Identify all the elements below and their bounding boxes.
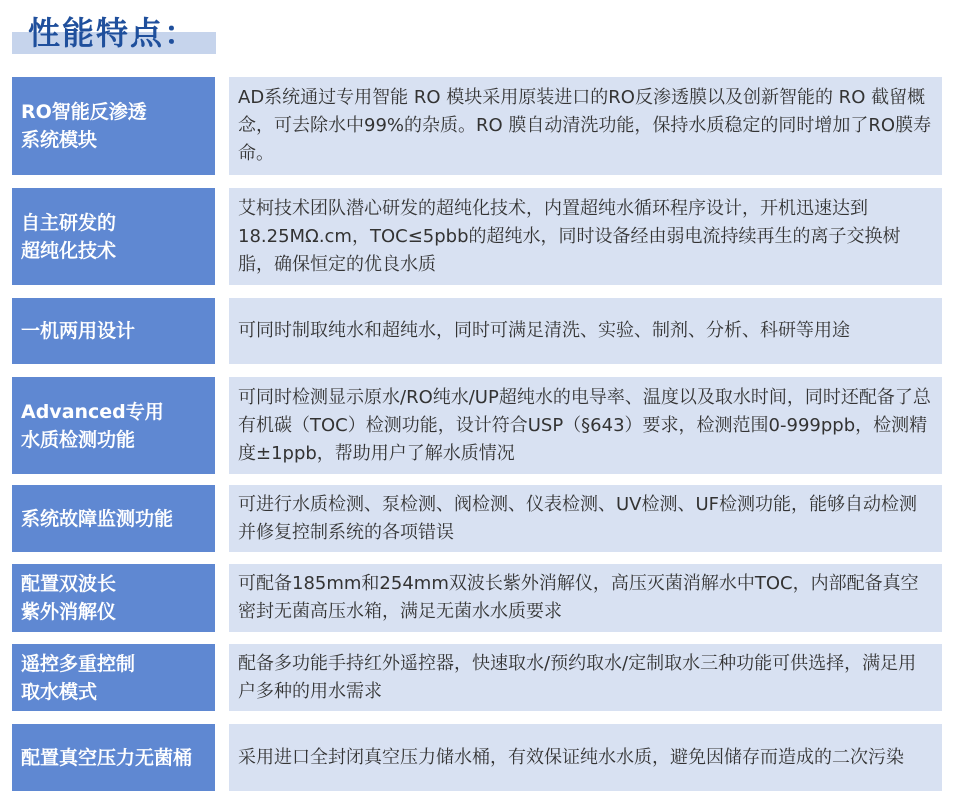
feature-row-fault-monitoring [12, 485, 942, 552]
feature-description: 可进行水质检测、泵检测、阀检测、仪表检测、UV检测、UF检测功能，能够自动检测并修复控制系统的各项错误 [229, 485, 942, 552]
feature-label: 自主研发的 超纯化技术 [12, 188, 215, 285]
feature-row-water-quality-detection [12, 377, 942, 474]
feature-label: 系统故障监测功能 [12, 485, 215, 552]
feature-row-ro-module [12, 77, 942, 175]
feature-description: AD系统通过专用智能 RO 模块采用原装进口的RO反渗透膜以及创新智能的 RO 截留概念，可去除水中99%的杂质。RO 膜自动清洗功能，保持水质稳定的同时增加了RO膜寿命。 [229, 77, 942, 175]
feature-description: 可同时检测显示原水/RO纯水/UP超纯水的电导率、温度以及取水时间，同时还配备了总有机碳（TOC）检测功能，设计符合USP（§643）要求，检测范围0-999ppb，检测精度±1ppb，帮助用户了解水质情况 [229, 377, 942, 474]
feature-description: 配备多功能手持红外遥控器，快速取水/预约取水/定制取水三种功能可供选择，满足用户多种的用水需求 [229, 644, 942, 711]
feature-label: 一机两用设计 [12, 298, 215, 364]
feature-description: 可配备185mm和254mm双波长紫外消解仪，高压灭菌消解水中TOC，内部配备真空密封无菌高压水箱，满足无菌水水质要求 [229, 564, 942, 632]
feature-label: RO智能反渗透 系统模块 [12, 77, 215, 175]
feature-description: 艾柯技术团队潜心研发的超纯化技术，内置超纯水循环程序设计，开机迅速达到18.25MΩ.cm，TOC≤5pbb的超纯水，同时设备经由弱电流持续再生的离子交换树脂，确保恒定的优良水质 [229, 188, 942, 285]
feature-row-uv-digestion [12, 564, 942, 632]
feature-label: 配置双波长 紫外消解仪 [12, 564, 215, 632]
feature-label: 遥控多重控制 取水模式 [12, 644, 215, 711]
feature-label: Advanced专用 水质检测功能 [12, 377, 215, 474]
feature-row-dual-use [12, 298, 942, 364]
page-title: 性能特点： [28, 14, 199, 52]
feature-row-ultrapure-tech [12, 188, 942, 285]
feature-label: 配置真空压力无菌桶 [12, 724, 215, 791]
feature-row-vacuum-tank [12, 724, 942, 791]
feature-description: 采用进口全封闭真空压力储水桶，有效保证纯水水质，避免因储存而造成的二次污染 [229, 724, 942, 791]
page-header [12, 6, 216, 54]
feature-description: 可同时制取纯水和超纯水，同时可满足清洗、实验、制剂、分析、科研等用途 [229, 298, 942, 364]
feature-row-remote-control [12, 644, 942, 711]
